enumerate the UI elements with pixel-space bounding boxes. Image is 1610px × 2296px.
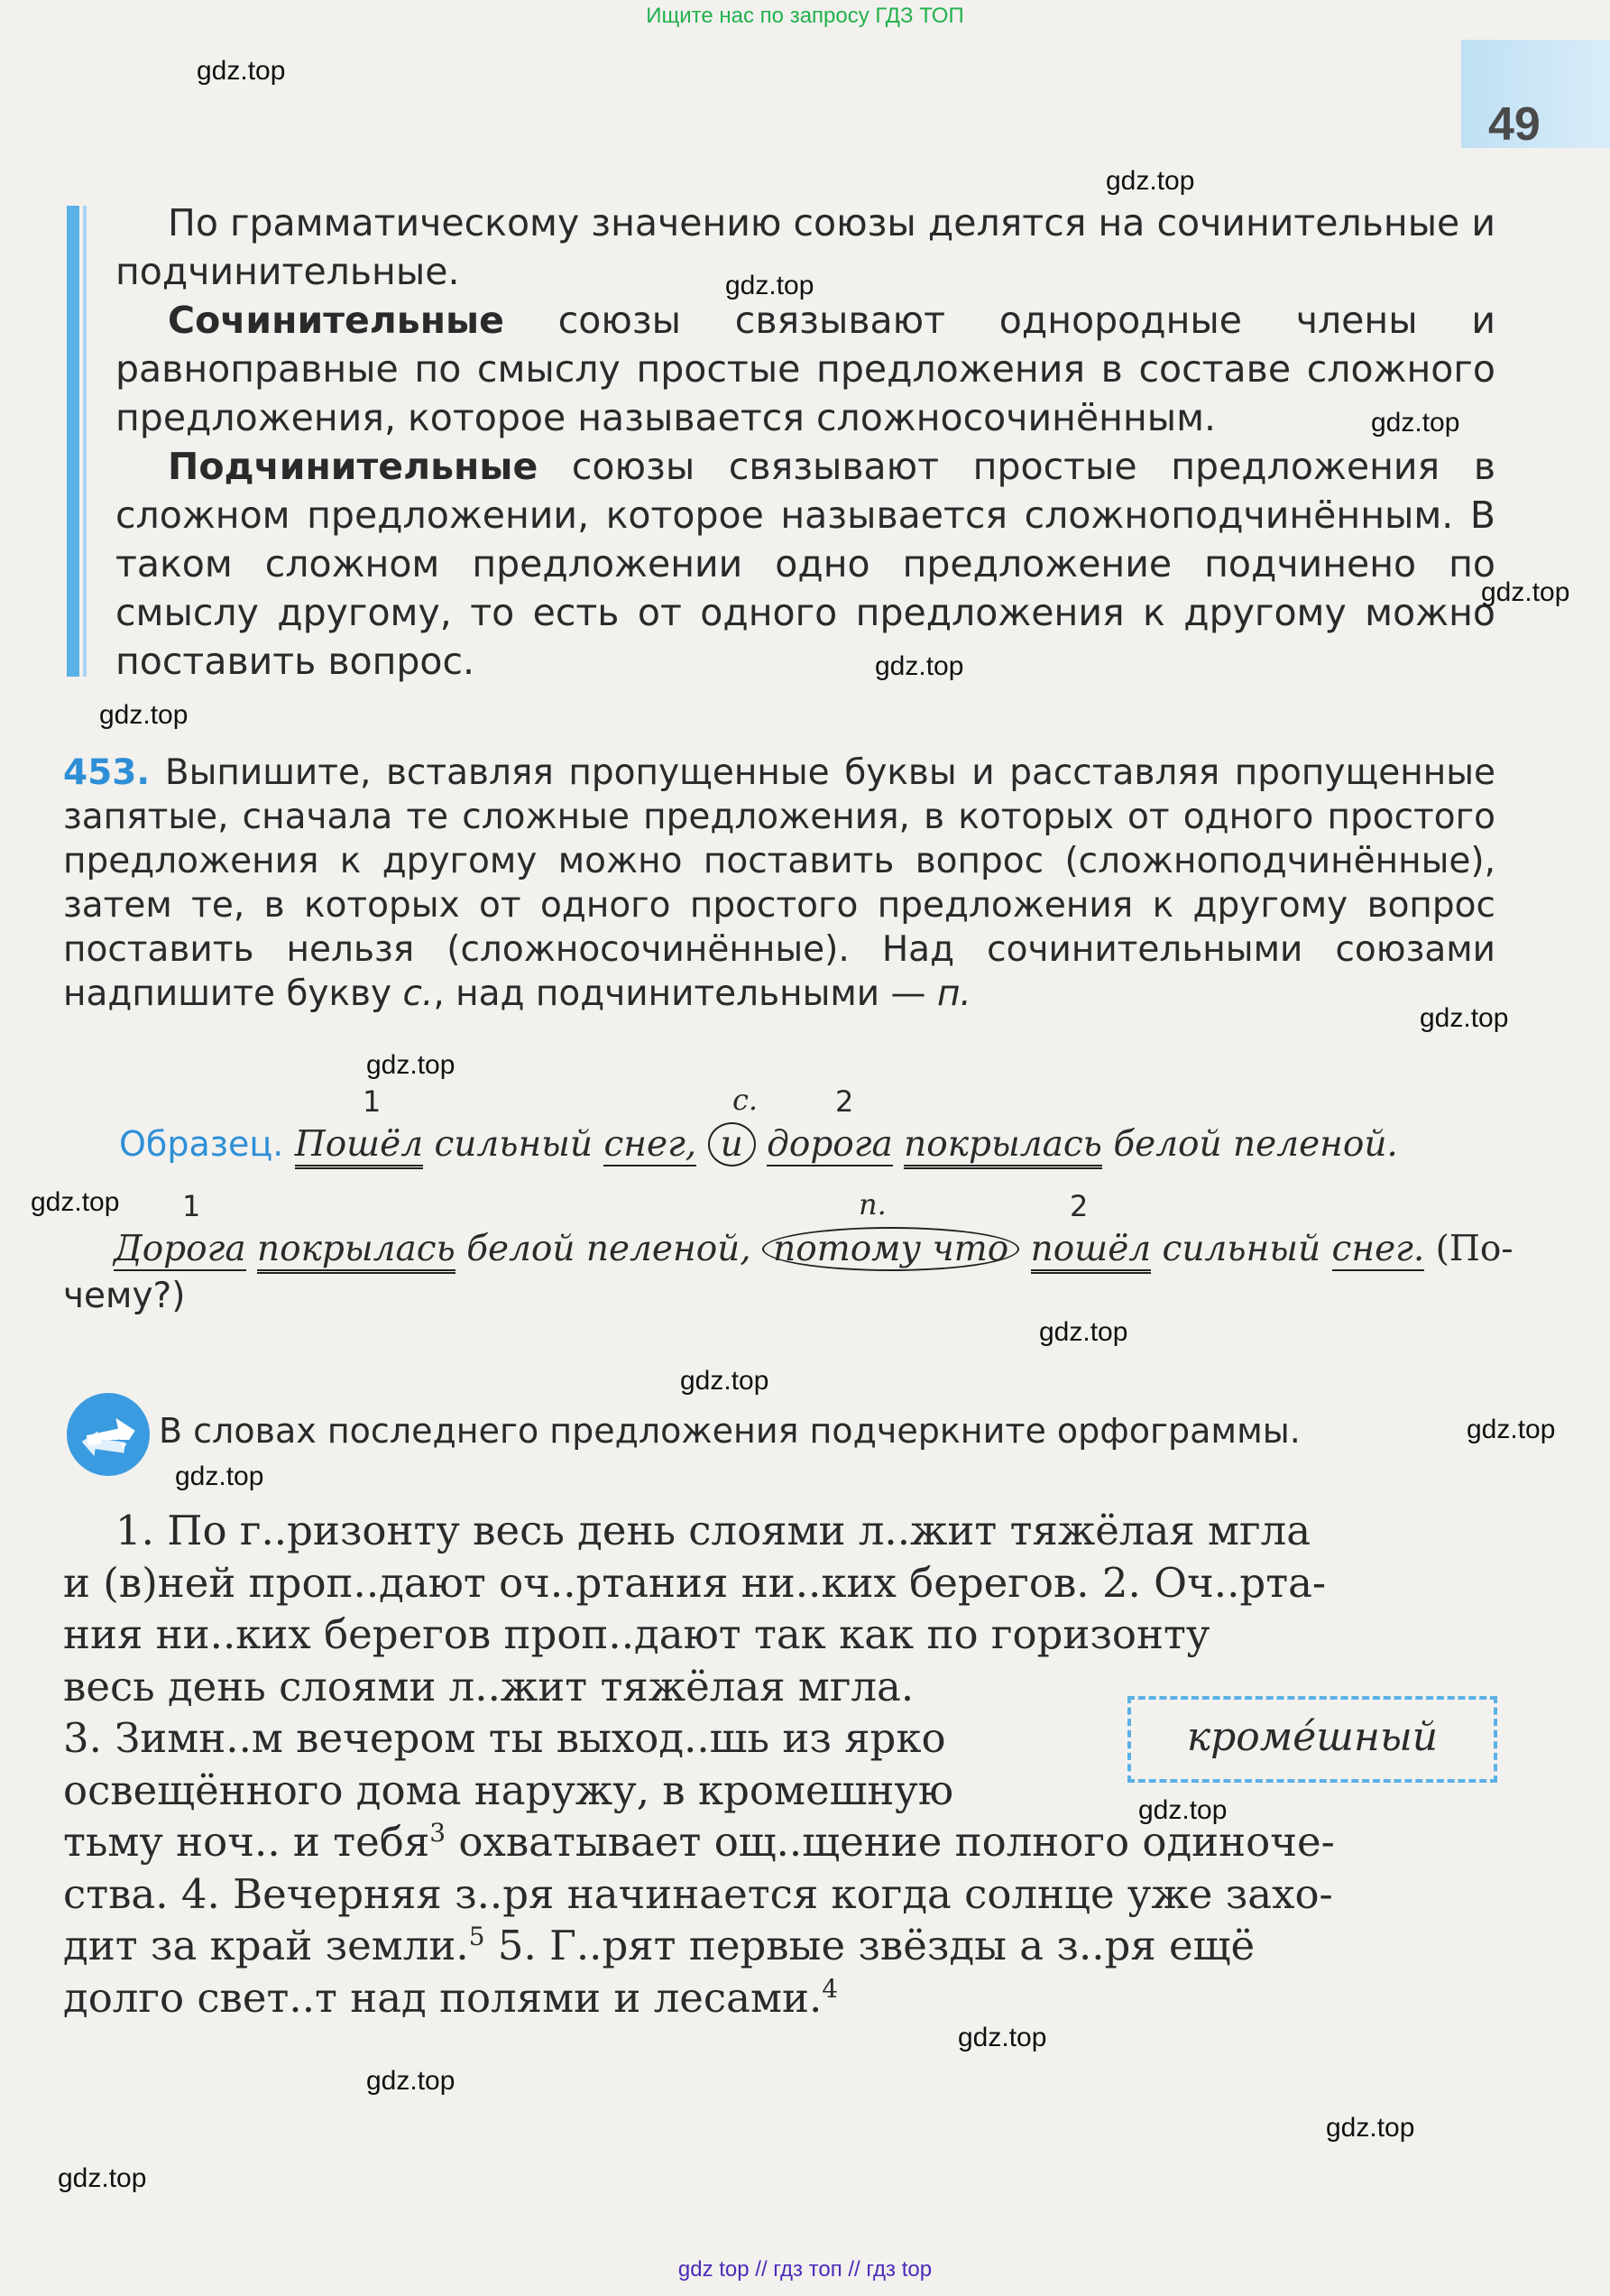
footnote-mark: 4 [822, 1973, 839, 2004]
letter-c: с. [402, 973, 434, 1014]
subject: дорога [767, 1124, 893, 1165]
sample2-mark-p: п. [859, 1187, 887, 1222]
watermark: gdz.top [680, 1366, 769, 1396]
task-number: 453. [63, 752, 151, 793]
watermark: gdz.top [1420, 1003, 1509, 1033]
watermark: gdz.top [958, 2023, 1047, 2052]
term-subordinating: Подчинительные [168, 445, 538, 488]
watermark: gdz.top [1481, 577, 1570, 607]
predicate: покрылась [904, 1124, 1102, 1169]
rule-accent-bar [67, 206, 79, 677]
exercise-line: ния ни..ких берегов проп..дают так как по горизонту [63, 1610, 1210, 1658]
watermark: gdz.top [1326, 2113, 1415, 2143]
exercise-line [63, 1972, 1499, 2024]
word: белой пеленой, [466, 1229, 751, 1269]
watermark: gdz.top [725, 271, 814, 300]
rule-accent-bar-light [83, 206, 87, 677]
question: (По- [1435, 1229, 1513, 1269]
watermark: gdz.top [31, 1187, 120, 1217]
watermark: gdz.top [366, 2066, 455, 2096]
watermark: gdz.top [1371, 408, 1460, 438]
dictionary-word: кромéшный [1186, 1714, 1439, 1760]
exercise-line: 1. По г..ризонту весь день слоями л..жит тяжёлая мгла [115, 1507, 1311, 1554]
letter-p: п. [936, 973, 971, 1014]
predicate: пошёл [1031, 1229, 1151, 1274]
watermark: gdz.top [1039, 1317, 1128, 1347]
sample-line-1 [119, 1124, 1398, 1165]
sample-label: Образец. [119, 1124, 284, 1164]
watermark: gdz.top [1106, 166, 1195, 196]
repeat-task-text: В словах последнего предложения подчеркните орфограммы. [159, 1411, 1301, 1451]
rule-paragraph-2 [115, 296, 1495, 442]
bottom-banner: gdz top // гдз топ // гдз top [677, 2257, 933, 2282]
watermark: gdz.top [366, 1050, 455, 1080]
sample2-mark-1: 1 [182, 1189, 201, 1223]
watermark: gdz.top [99, 700, 189, 730]
rule-paragraph-3-text: союзы связывают простые предложения в сложном предложении, которое называется сложноподчинённым. В таком сложном предложении одно предложение подчинено по смыслу другому, то есть от одного предложения к другому можно поставить вопрос. [115, 445, 1495, 683]
page-number: 49 [1488, 98, 1541, 151]
word: белой пеленой. [1113, 1124, 1398, 1165]
rule-paragraph-3 [115, 442, 1495, 686]
conjunction-circled: и [708, 1122, 756, 1166]
task-text-b: , над подчинительными — [433, 973, 937, 1014]
task-453 [63, 751, 1495, 1016]
rule-paragraph-2-text: союзы связывают однородные члены и равноправные по смыслу простые предложения в составе сложного предложения, которое называется сложносочинённым. [115, 299, 1495, 439]
sample1-mark-1: 1 [363, 1084, 382, 1119]
term-coordinating: Сочинительные [168, 299, 504, 342]
watermark: gdz.top [1138, 1795, 1228, 1825]
exercise-fragment: 5. Г..рят первые звёзды а з..ря ещё [484, 1922, 1256, 1969]
sample1-mark-2: 2 [835, 1084, 854, 1119]
footnote-mark: 5 [468, 1922, 485, 1951]
subject: снег, [603, 1124, 697, 1165]
exercise-line [63, 1816, 1499, 1868]
word: сильный [434, 1124, 593, 1165]
exercise-line: и (в)ней проп..дают оч..ртания ни..ких берегов. 2. Оч..рта- [63, 1558, 1327, 1607]
predicate: покрылась [257, 1229, 455, 1274]
exercise-line: 3. Зимн..м вечером ты выход..шь из ярко [63, 1714, 946, 1762]
exercise-line: ства. 4. Вечерняя з..ря начинается когда солнце уже захо- [63, 1869, 1333, 1918]
footnote-mark: 3 [429, 1818, 446, 1848]
sample-line-2 [114, 1229, 1513, 1269]
exercise-line: освещённого дома наружу, в кромешную [63, 1766, 954, 1814]
word: сильный [1162, 1229, 1321, 1269]
exercise-fragment: тьму ноч.. и тебя [63, 1818, 430, 1866]
watermark: gdz.top [175, 1462, 264, 1491]
subject: Дорога [114, 1229, 246, 1269]
conjunction-oval: потому что [762, 1227, 1019, 1271]
predicate: Пошёл [295, 1124, 423, 1169]
exercise-line [63, 1920, 1499, 1972]
task-text-a: Выпишите, вставляя пропущенные буквы и расставляя пропущенные запятые, сначала те сложные предложения, в которых от одного простого предложения к другому можно поставить вопрос (сложноподчинённые), затем те, в которых от одного простого предложения к другому вопрос поставить нельзя (сложносочинённые). Над сочинительными союзами надпишите букву [63, 752, 1495, 1014]
repeat-icon [65, 1391, 152, 1478]
watermark: gdz.top [197, 56, 286, 86]
watermark: gdz.top [1467, 1415, 1556, 1444]
watermark: gdz.top [875, 651, 964, 681]
exercise-fragment: долго свет..т над полями и лесами. [63, 1973, 823, 2022]
sample-line-2-cont: чему?) [63, 1276, 186, 1316]
exercise-line: весь день слоями л..жит тяжёлая мгла. [63, 1662, 915, 1710]
top-banner: Ищите нас по запросу ГДЗ ТОП [646, 4, 964, 28]
exercise-fragment: дит за край земли. [63, 1922, 469, 1969]
sample1-mark-c: с. [732, 1083, 759, 1117]
exercise-fragment: охватывает ощ..щение полного одиноче- [446, 1818, 1335, 1866]
rule-paragraph-1: По грамматическому значению союзы делятся на сочинительные и подчинительные. [115, 201, 1495, 293]
sample2-mark-2: 2 [1070, 1189, 1089, 1223]
subject: снег. [1331, 1229, 1425, 1269]
watermark: gdz.top [58, 2163, 147, 2193]
